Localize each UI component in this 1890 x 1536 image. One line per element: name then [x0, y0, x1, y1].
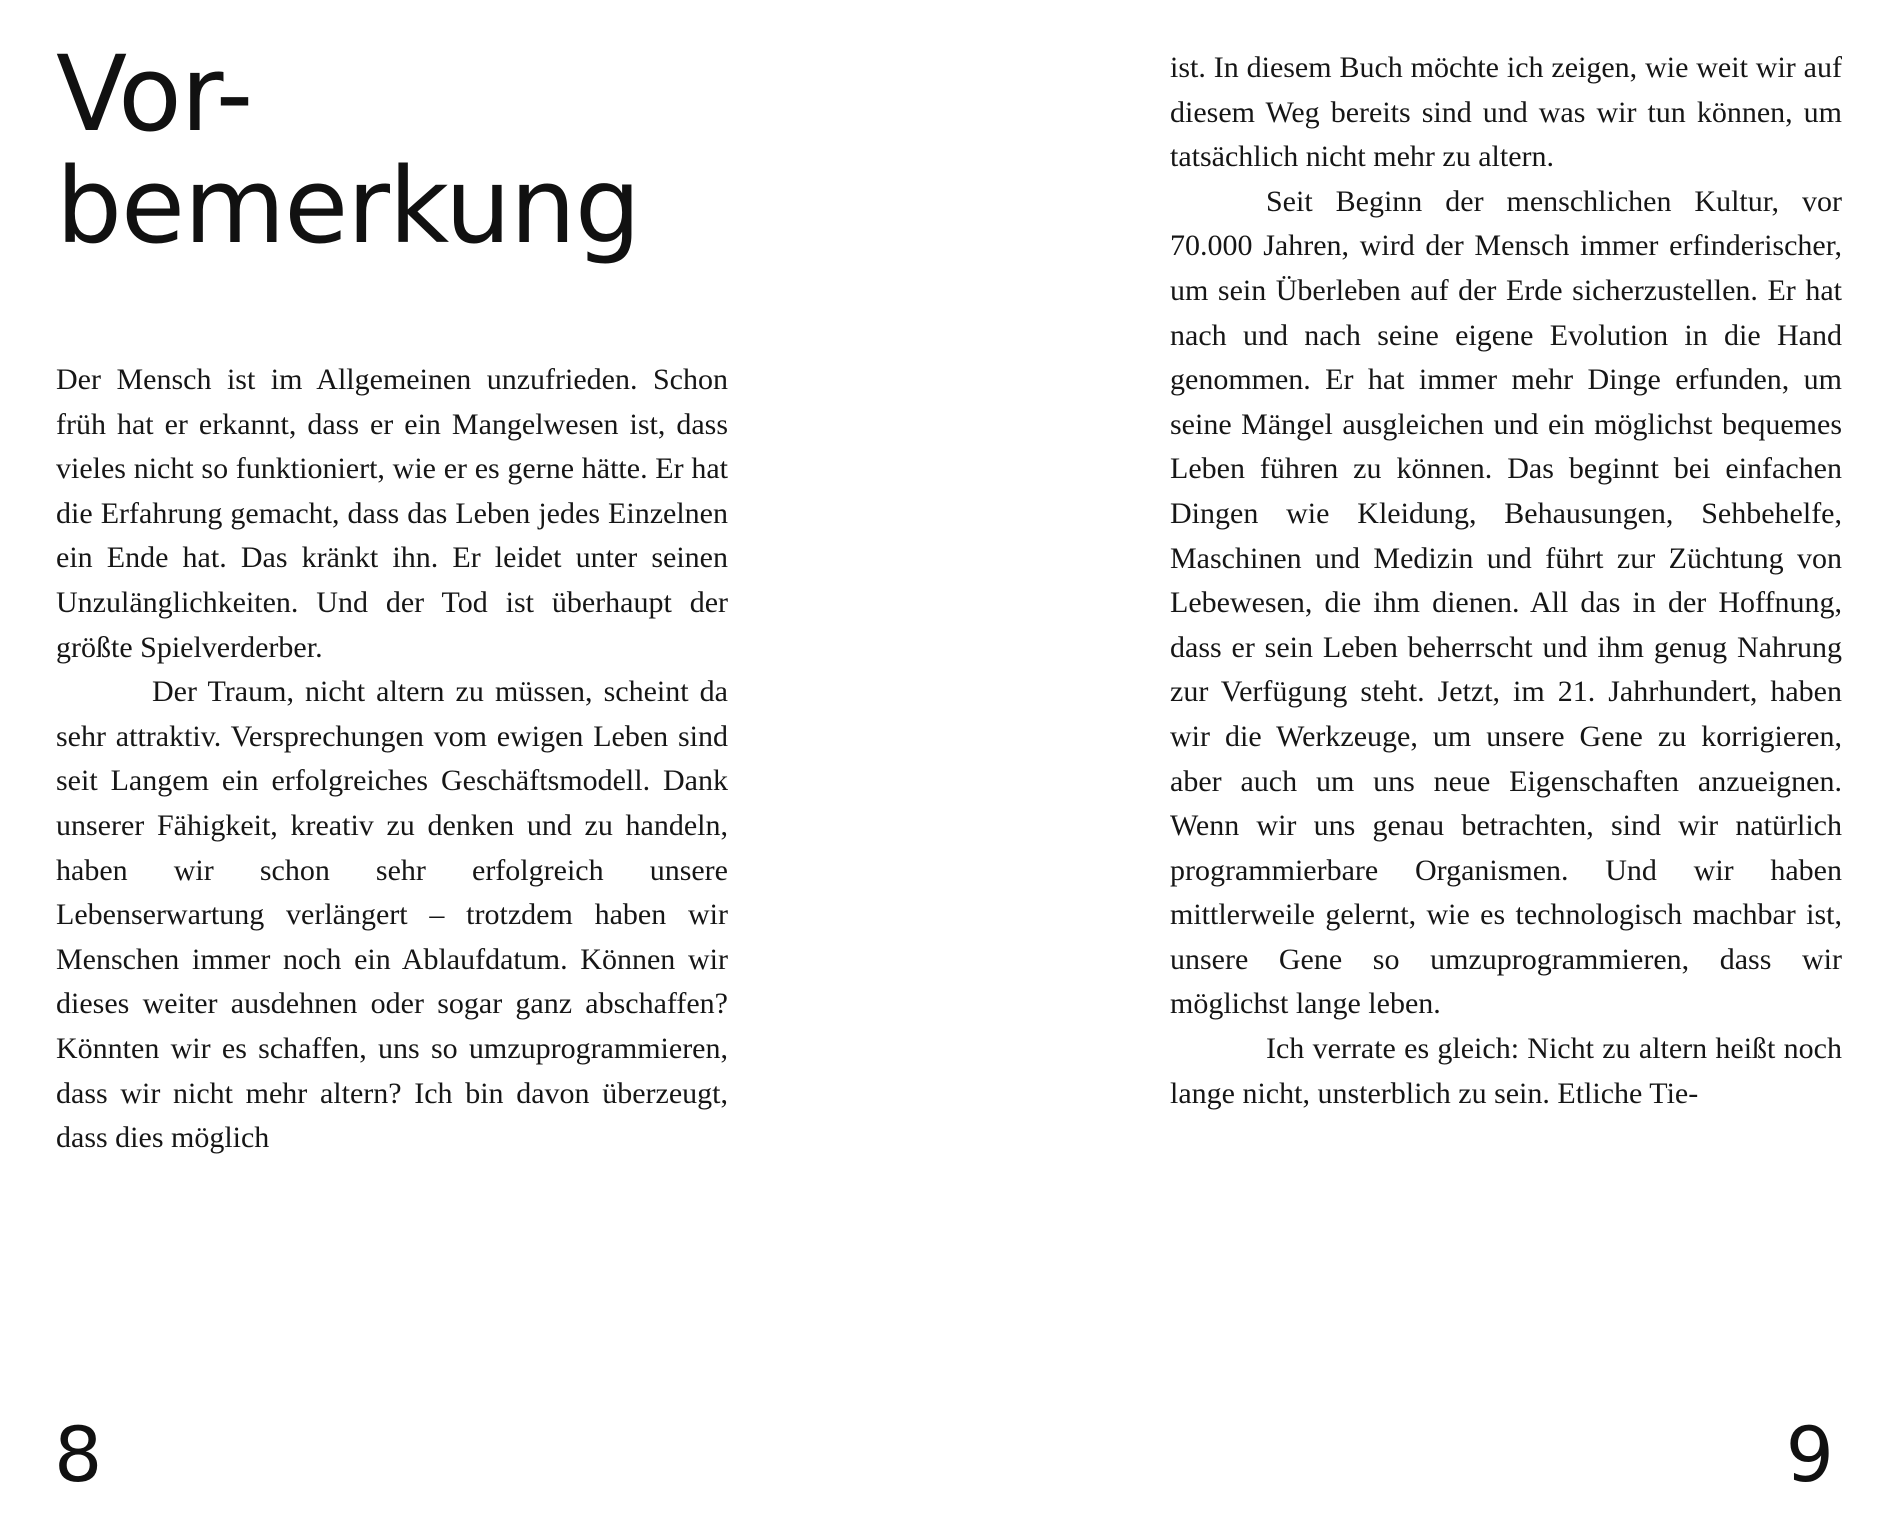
right-text-column	[1170, 46, 1842, 1116]
paragraph: ist. In diesem Buch möchte ich zeigen, wie weit wir auf diesem Weg bereits sind und was wir tun können, um tatsächlich nicht mehr zu altern.	[1170, 51, 1842, 174]
page-number-left: 8	[54, 1410, 103, 1499]
right-page	[945, 0, 1890, 1536]
paragraph: Ich verrate es gleich: Nicht zu altern heißt noch lange nicht, unsterblich zu sein. Etliche Tie-	[1170, 1032, 1842, 1110]
left-text-column	[56, 358, 728, 1161]
chapter-title-line-2: bemerkung	[56, 145, 640, 267]
paragraph: Seit Beginn der menschlichen Kultur, vor 70.000 Jahren, wird der Mensch immer erfinderischer, um sein Überleben auf der Erde sicherzustellen. Er hat nach und nach seine eigene Evolution in die Hand genommen. Er hat immer mehr Dinge erfunden, um seine Mängel ausgleichen und ein möglichst bequemes Leben führen zu können. Das beginnt bei einfachen Dingen wie Kleidung, Behausungen, Sehbehelfe, Maschinen und Medizin und führt zur Züchtung von Lebewesen, die ihm dienen. All das in der Hoffnung, dass er sein Leben beherrscht und ihm genug Nahrung zur Verfügung steht. Jetzt, im 21. Jahrhundert, haben wir die Werkzeuge, um unsere Gene zu korrigieren, aber auch um uns neue Eigenschaften anzueignen. Wenn wir uns genau betrachten, sind wir natürlich programmierbare Organismen. Und wir haben mittlerweile gelernt, wie es technologisch machbar ist, unsere Gene so umzuprogrammieren, dass wir möglichst lange leben.	[1170, 184, 1842, 1021]
chapter-title	[56, 33, 640, 267]
page-number-right: 9	[1785, 1410, 1834, 1499]
paragraph: Der Mensch ist im Allgemeinen unzufrieden. Schon früh hat er erkannt, dass er ein Mangelwesen ist, dass vieles nicht so funktioniert, wie er es gerne hätte. Er hat die Erfahrung gemacht, dass das Leben jedes Einzelnen ein Ende hat. Das kränkt ihn. Er leidet unter seinen Unzulänglichkeiten. Und der Tod ist überhaupt der größte Spielverderber.	[56, 363, 728, 664]
chapter-title-line-1: Vor-	[56, 33, 253, 155]
paragraph: Der Traum, nicht altern zu müssen, scheint da sehr attraktiv. Versprechungen vom ewigen Leben sind seit Langem ein erfolgreiches Geschäftsmodell. Dank unserer Fähigkeit, kreativ zu denken und zu handeln, haben wir schon sehr erfolgreich unsere Lebenserwartung verlängert – trotzdem haben wir Menschen immer noch ein Ablaufdatum. Können wir dieses weiter ausdehnen oder sogar ganz abschaffen? Könnten wir es schaffen, uns so umzuprogrammieren, dass wir nicht mehr altern? Ich bin davon überzeugt, dass dies möglich	[56, 675, 728, 1155]
